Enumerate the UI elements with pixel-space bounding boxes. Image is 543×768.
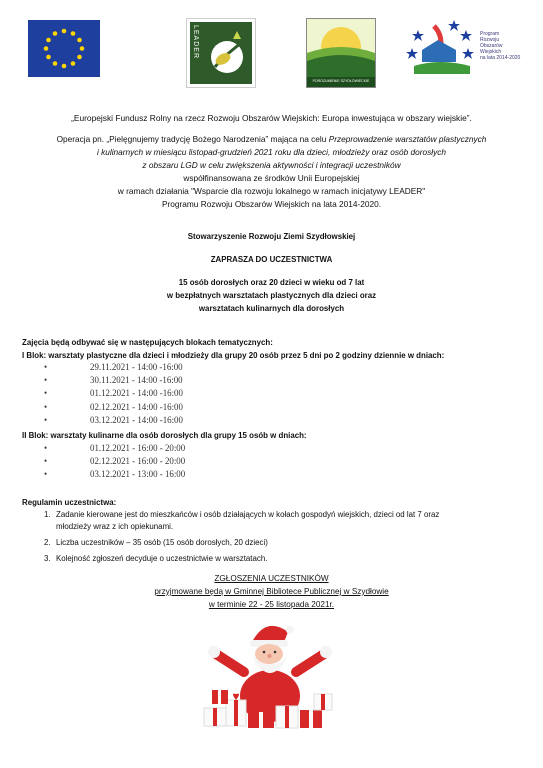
rule-number: 2.: [44, 538, 51, 547]
block-2-dates: [44, 442, 185, 482]
rule-item: [22, 537, 522, 549]
list-item: • 01.12.2021 - 14:00 -16:00: [44, 387, 183, 400]
block-1-dates: [44, 361, 183, 427]
action-line: w ramach działania "Wsparcie dla rozwoju lokalnego w ramach inicjatywy LEADER": [117, 186, 426, 196]
list-item: • 02.12.2021 - 14:00 -16:00: [44, 401, 183, 414]
fund-line: „Europejski Fundusz Rolny na rzecz Rozwoju Obszarów Wiejskich: Europa inwestująca w obszary wiejskie”.: [71, 113, 472, 123]
list-item: • 29.11.2021 - 14:00 -16:00: [44, 361, 183, 374]
list-item: • 02.12.2021 - 16:00 - 20:00: [44, 455, 185, 468]
operation-prefix: Operacja pn. „Pielęgnujemy tradycję Bożego Narodzenia” mająca na celu: [56, 134, 329, 144]
invite-line-3: warsztatach kulinarnych dla dorosłych: [198, 304, 345, 313]
eu-flag-logo: [28, 20, 100, 77]
prow-line: na lata 2014-2020: [480, 55, 521, 61]
cofinance-line: współfinansowana ze środków Unii Europejskiej: [183, 173, 360, 183]
rule-text: młodzieży wraz z ich opiekunami.: [56, 522, 174, 531]
list-item: • 03.12.2021 - 13:00 - 16:00: [44, 468, 185, 481]
registration-title: ZGŁOSZENIA UCZESTNIKÓW: [214, 574, 329, 583]
rule-number: 3.: [44, 554, 51, 563]
prow-line: Wiejskich: [480, 49, 502, 55]
rule-text: Kolejność zgłoszeń decyduje o uczestnictwie w warsztatach.: [56, 554, 268, 563]
prow-line: Program: [480, 31, 500, 37]
rule-text: Liczba uczestników – 35 osób (15 osób dorosłych, 20 dzieci): [56, 538, 268, 547]
rules-title: Regulamin uczestnictwa:: [22, 498, 117, 507]
invite-title: ZAPRASZA DO UCZESTNICTWA: [210, 255, 333, 264]
list-item: • 30.11.2021 - 14:00 -16:00: [44, 374, 183, 387]
registration-date: w terminie 22 - 25 listopada 2021r.: [208, 600, 335, 609]
program-line: Programu Rozwoju Obszarów Wiejskich na lata 2014-2020.: [161, 199, 382, 209]
operation-goal: Przeprowadzenie warsztatów plastycznych: [328, 134, 487, 144]
invite-line-1: 15 osób dorosłych oraz 20 dzieci w wieku od 7 lat: [178, 278, 365, 287]
leader-logo-text: LEADER: [192, 25, 199, 60]
logo-bar: [0, 16, 543, 88]
operation-line-2: i kulinarnych w miesiącu listopad-grudzień 2021 roku dla dzieci, młodzieży oraz osób dorosłych: [96, 147, 447, 157]
prow-caption: POROZUMIENIE SZYDŁOWIECKIE: [312, 79, 370, 83]
block-2-title: II Blok: warsztaty kulinarne dla osób dorosłych dla grupy 15 osób w dniach:: [22, 431, 307, 440]
rule-item: [22, 553, 522, 565]
blocks-intro: Zajęcia będą odbywać się w następujących blokach tematycznych:: [22, 338, 273, 347]
prow-line: Obszarów: [480, 43, 503, 49]
registration-place: przyjmowane będą w Gminnej Bibliotece Publicznej w Szydłowie: [154, 587, 389, 596]
porozumienie-logo: [306, 18, 376, 88]
invite-line-2: w bezpłatnych warsztatach plastycznych dla dzieci oraz: [166, 291, 377, 300]
prow-program-logo: [404, 16, 524, 82]
santa-illustration: [196, 616, 346, 736]
rules-list: [22, 509, 522, 565]
rule-text: Zadanie kierowane jest do mieszkańców i osób działających w kołach gospodyń wiejskich, dzieci od lat 7 oraz: [56, 510, 440, 519]
organization-name: Stowarzyszenie Rozwoju Ziemi Szydłowskiej: [187, 232, 356, 241]
rule-item: [22, 509, 522, 533]
block-1-title: I Blok: warsztaty plastyczne dla dzieci i młodzieży dla grupy 20 osób przez 5 dni po 2 godziny dziennie w dniach:: [22, 351, 445, 360]
rule-number: 1.: [44, 510, 51, 519]
operation-line-3: z obszaru LGD w celu zwiększenia aktywności i integracji uczestników: [142, 160, 401, 170]
operation-line-1: [0, 133, 543, 146]
list-item: • 01.12.2021 - 16:00 - 20:00: [44, 442, 185, 455]
prow-program-text: [480, 31, 520, 61]
leader-logo: [186, 18, 256, 88]
list-item: • 03.12.2021 - 14:00 -16:00: [44, 414, 183, 427]
prow-line: Rozwoju: [480, 37, 500, 43]
